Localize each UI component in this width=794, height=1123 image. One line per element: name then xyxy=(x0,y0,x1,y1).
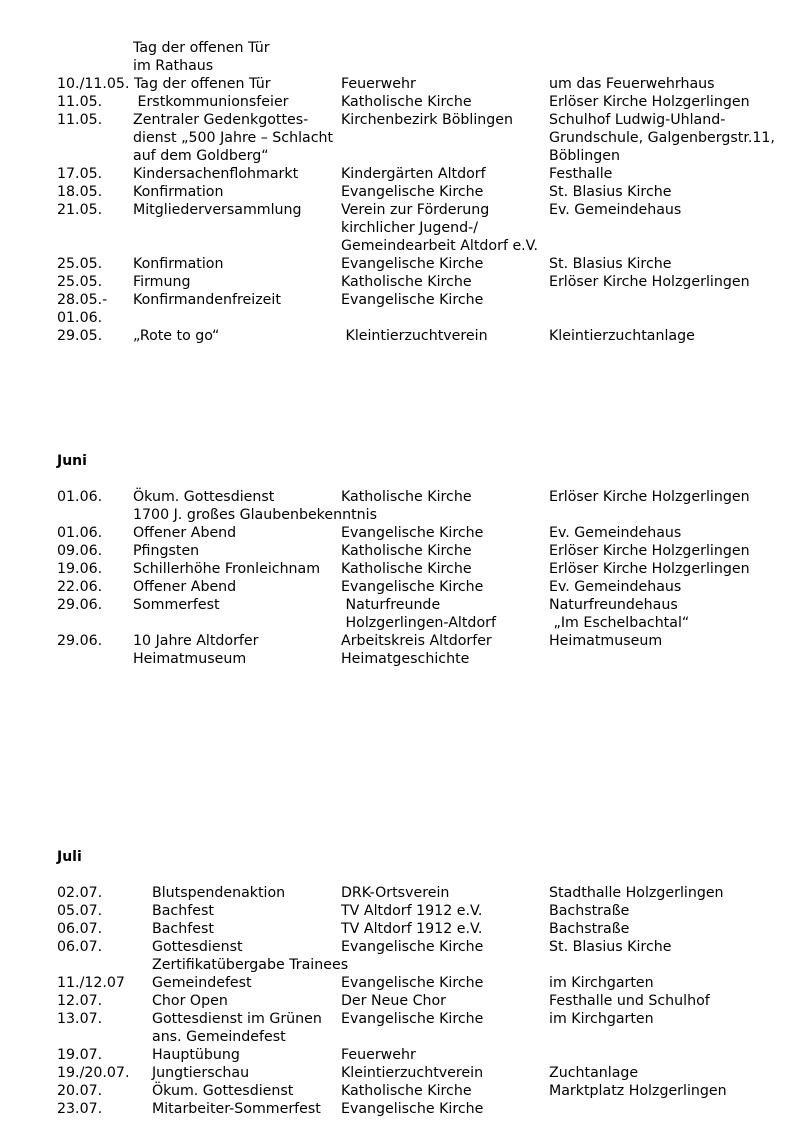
cell-org: Verein zur Förderung xyxy=(341,202,490,218)
cell-place: Zuchtanlage xyxy=(549,1065,639,1081)
cell-org: TV Altdorf 1912 e.V. xyxy=(341,903,483,919)
cell-place: Schulhof Ludwig-Uhland- xyxy=(549,112,726,128)
cell-event: Konfirmation xyxy=(133,184,224,200)
cell-date: 19./20.07. xyxy=(57,1065,130,1081)
cell-org: Evangelische Kirche xyxy=(341,256,484,272)
cell-date: 19.07. xyxy=(57,1047,103,1063)
cell-event: Sommerfest xyxy=(133,597,220,613)
cell-org: Arbeitskreis Altdorfer xyxy=(341,633,492,649)
cell-event: Erstkommunionsfeier xyxy=(133,94,289,110)
cell-org: Feuerwehr xyxy=(341,1047,416,1063)
cell-org: Gemeindearbeit Altdorf e.V. xyxy=(341,238,539,254)
cell-event: Zentraler Gedenkgottes- xyxy=(133,112,309,128)
cell-place: im Kirchgarten xyxy=(549,975,654,991)
cell-event: Firmung xyxy=(133,274,191,290)
cell-org: Evangelische Kirche xyxy=(341,939,484,955)
cell-date: 01.06. xyxy=(57,525,103,541)
cell-event: Blutspendenaktion xyxy=(152,885,286,901)
cell-org: Katholische Kirche xyxy=(341,1083,472,1099)
cell-date: 02.07. xyxy=(57,885,103,901)
cell-org: Evangelische Kirche xyxy=(341,975,484,991)
cell-org: Feuerwehr xyxy=(341,76,416,92)
cell-event: dienst „500 Jahre – Schlacht xyxy=(133,130,334,146)
cell-date: 09.06. xyxy=(57,543,103,559)
cell-date: 22.06. xyxy=(57,579,103,595)
cell-org: Kleintierzuchtverein xyxy=(341,1065,484,1081)
cell-date: 11.05. xyxy=(57,94,103,110)
cell-place: Grundschule, Galgenbergstr.11, xyxy=(549,130,775,146)
section-heading-juli: Juli xyxy=(57,849,82,865)
cell-date: 21.05. xyxy=(57,202,103,218)
cell-event: Zertifikatübergabe Trainees xyxy=(152,957,349,973)
cell-date: 01.06. xyxy=(57,489,103,505)
cell-place: St. Blasius Kirche xyxy=(549,256,672,272)
cell-place: Ev. Gemeindehaus xyxy=(549,202,682,218)
cell-event: Gemeindefest xyxy=(152,975,252,991)
cell-org: kirchlicher Jugend-/ xyxy=(341,220,479,236)
cell-event: Bachfest xyxy=(152,903,214,919)
cell-place: Bachstraße xyxy=(549,903,630,919)
cell-org: Heimatgeschichte xyxy=(341,651,470,667)
cell-place: Ev. Gemeindehaus xyxy=(549,525,682,541)
cell-event: Offener Abend xyxy=(133,525,237,541)
cell-org: DRK-Ortsverein xyxy=(341,885,450,901)
cell-date: 17.05. xyxy=(57,166,103,182)
cell-org: Katholische Kirche xyxy=(341,274,472,290)
cell-place: St. Blasius Kirche xyxy=(549,939,672,955)
cell-event: Kindersachenflohmarkt xyxy=(133,166,299,182)
cell-date: 29.06. xyxy=(57,633,103,649)
cell-event: ans. Gemeindefest xyxy=(152,1029,286,1045)
cell-place: Erlöser Kirche Holzgerlingen xyxy=(549,94,750,110)
cell-place: Heimatmuseum xyxy=(549,633,663,649)
cell-place: Festhalle und Schulhof xyxy=(549,993,710,1009)
cell-org: Katholische Kirche xyxy=(341,561,472,577)
cell-place: Kleintierzuchtanlage xyxy=(549,328,695,344)
cell-org: Evangelische Kirche xyxy=(341,292,484,308)
cell-event: Tag der offenen Tür xyxy=(133,40,270,56)
cell-date: 05.07. xyxy=(57,903,103,919)
cell-event: Pfingsten xyxy=(133,543,200,559)
cell-event: Hauptübung xyxy=(152,1047,240,1063)
cell-event: Ökum. Gottesdienst xyxy=(133,489,275,505)
cell-date: 25.05. xyxy=(57,256,103,272)
cell-event: Mitgliederversammlung xyxy=(133,202,302,218)
cell-date: 20.07. xyxy=(57,1083,103,1099)
cell-date: 06.07. xyxy=(57,921,103,937)
cell-place: Festhalle xyxy=(549,166,613,182)
cell-date: 10./11.05. Tag der offenen Tür xyxy=(57,76,271,92)
cell-date: 12.07. xyxy=(57,993,103,1009)
cell-event: Offener Abend xyxy=(133,579,237,595)
cell-place: Erlöser Kirche Holzgerlingen xyxy=(549,274,750,290)
cell-event: „Rote to go“ xyxy=(133,328,220,344)
cell-org: Holzgerlingen-Altdorf xyxy=(341,615,496,631)
cell-place: Stadthalle Holzgerlingen xyxy=(549,885,724,901)
cell-org: Katholische Kirche xyxy=(341,94,472,110)
cell-place: Böblingen xyxy=(549,148,621,164)
cell-event: 1700 J. großes Glaubenbekenntnis xyxy=(133,507,377,523)
cell-place: Erlöser Kirche Holzgerlingen xyxy=(549,561,750,577)
section-heading-juni: Juni xyxy=(57,453,87,469)
cell-event: 10 Jahre Altdorfer xyxy=(133,633,259,649)
cell-org: Katholische Kirche xyxy=(341,489,472,505)
cell-org: Kirchenbezirk Böblingen xyxy=(341,112,513,128)
cell-org: Naturfreunde xyxy=(341,597,441,613)
cell-place: Erlöser Kirche Holzgerlingen xyxy=(549,489,750,505)
cell-org: Kindergärten Altdorf xyxy=(341,166,486,182)
cell-org: Evangelische Kirche xyxy=(341,525,484,541)
cell-place: „Im Eschelbachtal“ xyxy=(549,615,690,631)
cell-date: 11./12.07 xyxy=(57,975,125,991)
cell-org: Katholische Kirche xyxy=(341,543,472,559)
cell-date: 29.06. xyxy=(57,597,103,613)
cell-org: Der Neue Chor xyxy=(341,993,446,1009)
cell-place: Bachstraße xyxy=(549,921,630,937)
cell-place: Marktplatz Holzgerlingen xyxy=(549,1083,727,1099)
cell-org: TV Altdorf 1912 e.V. xyxy=(341,921,483,937)
cell-place: Erlöser Kirche Holzgerlingen xyxy=(549,543,750,559)
cell-event: Bachfest xyxy=(152,921,214,937)
cell-event: Schillerhöhe Fronleichnam xyxy=(133,561,321,577)
cell-event: Mitarbeiter-Sommerfest xyxy=(152,1101,321,1117)
cell-event: im Rathaus xyxy=(133,58,214,74)
cell-date: 06.07. xyxy=(57,939,103,955)
cell-event: Konfirmandenfreizeit xyxy=(133,292,281,308)
cell-org: Evangelische Kirche xyxy=(341,1011,484,1027)
cell-event: Heimatmuseum xyxy=(133,651,247,667)
cell-date: 01.06. xyxy=(57,310,103,326)
cell-place: um das Feuerwehrhaus xyxy=(549,76,715,92)
cell-place: Naturfreundehaus xyxy=(549,597,678,613)
cell-org: Kleintierzuchtverein xyxy=(341,328,488,344)
cell-event: Gottesdienst xyxy=(152,939,243,955)
cell-date: 29.05. xyxy=(57,328,103,344)
cell-date: 23.07. xyxy=(57,1101,103,1117)
cell-event: Ökum. Gottesdienst xyxy=(152,1083,294,1099)
cell-date: 28.05.- xyxy=(57,292,108,308)
cell-date: 19.06. xyxy=(57,561,103,577)
cell-org: Evangelische Kirche xyxy=(341,184,484,200)
cell-date: 11.05. xyxy=(57,112,103,128)
cell-event: Jungtierschau xyxy=(152,1065,250,1081)
cell-event: Chor Open xyxy=(152,993,228,1009)
cell-event: Konfirmation xyxy=(133,256,224,272)
cell-place: St. Blasius Kirche xyxy=(549,184,672,200)
cell-org: Evangelische Kirche xyxy=(341,1101,484,1117)
cell-event: Gottesdienst im Grünen xyxy=(152,1011,322,1027)
cell-place: im Kirchgarten xyxy=(549,1011,654,1027)
cell-org: Evangelische Kirche xyxy=(341,579,484,595)
cell-place: Ev. Gemeindehaus xyxy=(549,579,682,595)
cell-date: 13.07. xyxy=(57,1011,103,1027)
cell-date: 25.05. xyxy=(57,274,103,290)
cell-date: 18.05. xyxy=(57,184,103,200)
cell-event: auf dem Goldberg“ xyxy=(133,148,269,164)
